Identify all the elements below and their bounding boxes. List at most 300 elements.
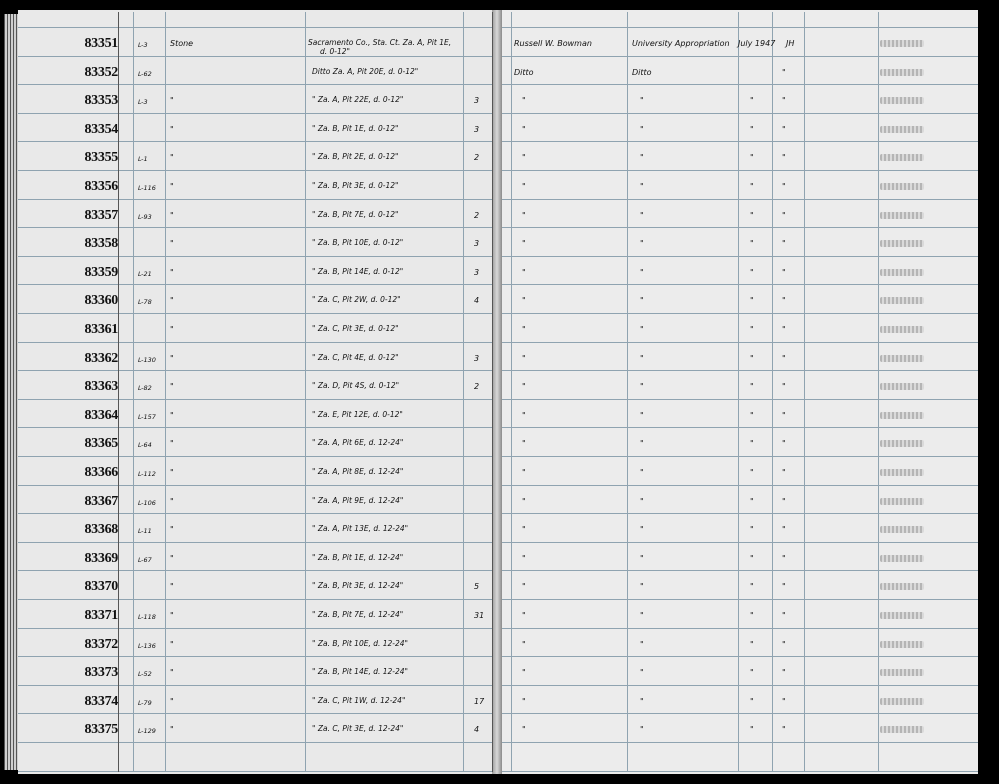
provenience-description: " Za. E, Pit 12E, d. 0-12" (312, 410, 403, 419)
left-rule-line (18, 742, 492, 743)
acquisition-source: " (640, 439, 644, 448)
material-name: " (170, 211, 174, 220)
column-line (627, 12, 628, 772)
left-rule-line (18, 370, 492, 371)
stamped-mark (880, 412, 924, 419)
material-name: " (170, 153, 174, 162)
column-line (804, 12, 805, 772)
collector-name: " (522, 125, 526, 134)
acquisition-source: " (640, 239, 644, 248)
item-count: 3 (474, 239, 480, 248)
collector-name: Ditto (514, 68, 534, 77)
column-line (165, 12, 166, 772)
left-rule-line (18, 685, 492, 686)
catalog-number: 83354 (84, 122, 118, 137)
right-rule-line (502, 628, 978, 629)
cataloger-initials: " (782, 354, 786, 363)
acquisition-source: " (640, 611, 644, 620)
material-name: " (170, 354, 174, 363)
collector-name: " (522, 640, 526, 649)
acquisition-date: " (750, 640, 754, 649)
material-name: " (170, 725, 174, 734)
material-name: " (170, 697, 174, 706)
cataloger-initials: " (782, 411, 786, 420)
column-line (133, 12, 134, 772)
stamped-mark (880, 297, 924, 304)
acquisition-date: " (750, 153, 754, 162)
catalog-number: 83355 (84, 150, 118, 165)
stamped-mark (880, 669, 924, 676)
catalog-number: 83368 (84, 522, 118, 537)
provenience-description: " Za. B, Pit 10E, d. 12-24" (312, 639, 409, 648)
left-rule-line (18, 570, 492, 571)
provenience-description: " Za. B, Pit 10E, d. 0-12" (312, 238, 404, 247)
stamped-mark (880, 326, 924, 333)
collector-name: " (522, 611, 526, 620)
material-name: " (170, 411, 174, 420)
stamped-mark (880, 97, 924, 104)
provenience-description: " Za. A, Pit 8E, d. 12-24" (312, 467, 404, 476)
stamped-mark (880, 698, 924, 705)
acquisition-source: " (640, 411, 644, 420)
stamped-mark (880, 154, 924, 161)
stamped-mark (880, 469, 924, 476)
right-rule-line (502, 656, 978, 657)
acquisition-date: " (750, 125, 754, 134)
provenience-description: " Za. C, Pit 3E, d. 12-24" (312, 724, 404, 733)
left-rule-line (18, 542, 492, 543)
acquisition-source: " (640, 582, 644, 591)
acquisition-date: " (750, 668, 754, 677)
location-code: L-3 (138, 98, 148, 106)
acquisition-source: " (640, 554, 644, 563)
material-name: " (170, 611, 174, 620)
acquisition-source: " (640, 697, 644, 706)
right-rule-line (502, 742, 978, 743)
collector-name: " (522, 354, 526, 363)
acquisition-date: " (750, 96, 754, 105)
acquisition-source: " (640, 296, 644, 305)
collector-name: " (522, 325, 526, 334)
location-code: L-157 (138, 413, 156, 421)
right-rule-line (502, 570, 978, 571)
acquisition-source: " (640, 382, 644, 391)
acquisition-source: " (640, 640, 644, 649)
provenience-description: " Za. B, Pit 2E, d. 0-12" (312, 152, 399, 161)
collector-name: " (522, 497, 526, 506)
material-name: " (170, 296, 174, 305)
acquisition-source: " (640, 525, 644, 534)
item-count: 3 (474, 96, 480, 105)
stamped-mark (880, 526, 924, 533)
acquisition-source: " (640, 125, 644, 134)
item-count: 3 (474, 354, 480, 363)
location-code: L-3 (138, 41, 148, 49)
collector-name: " (522, 697, 526, 706)
cataloger-initials: " (782, 325, 786, 334)
right-rule-line (502, 456, 978, 457)
cataloger-initials: " (782, 582, 786, 591)
acquisition-source: University Appropriation (632, 39, 730, 48)
collector-name: " (522, 411, 526, 420)
left-rule-line (18, 141, 492, 142)
provenience-description: " Za. A, Pit 13E, d. 12-24" (312, 524, 409, 533)
cataloger-initials: " (782, 211, 786, 220)
left-rule-line (18, 456, 492, 457)
left-rule-line (18, 771, 492, 772)
stamped-mark (880, 212, 924, 219)
location-code: L-116 (138, 184, 156, 192)
material-name: " (170, 582, 174, 591)
cataloger-initials: " (782, 439, 786, 448)
right-rule-line (502, 399, 978, 400)
collector-name: " (522, 554, 526, 563)
provenience-description: " Za. B, Pit 7E, d. 0-12" (312, 210, 399, 219)
provenience-description: " Za. B, Pit 7E, d. 12-24" (312, 610, 404, 619)
stamped-mark (880, 440, 924, 447)
right-rule-line (502, 199, 978, 200)
collector-name: " (522, 211, 526, 220)
acquisition-date: " (750, 497, 754, 506)
right-rule-line (502, 771, 978, 772)
location-code: L-64 (138, 441, 152, 449)
acquisition-source: " (640, 153, 644, 162)
material-name: " (170, 239, 174, 248)
acquisition-date: " (750, 525, 754, 534)
material-name: " (170, 497, 174, 506)
catalog-number: 83356 (84, 179, 118, 194)
catalog-number: 83359 (84, 265, 118, 280)
right-rule-line (502, 370, 978, 371)
right-rule-line (502, 427, 978, 428)
right-rule-line (502, 284, 978, 285)
location-code: L-11 (138, 527, 152, 535)
provenience-description: " Za. C, Pit 2W, d. 0-12" (312, 295, 401, 304)
location-code: L-93 (138, 213, 152, 221)
material-name: " (170, 525, 174, 534)
left-rule-line (18, 284, 492, 285)
acquisition-source: " (640, 182, 644, 191)
collector-name: " (522, 668, 526, 677)
stamped-mark (880, 240, 924, 247)
location-code: L-78 (138, 298, 152, 306)
stamped-mark (880, 183, 924, 190)
left-rule-line (18, 227, 492, 228)
acquisition-date: " (750, 697, 754, 706)
material-name: " (170, 382, 174, 391)
provenience-description: " Za. B, Pit 14E, d. 0-12" (312, 267, 404, 276)
acquisition-source: " (640, 468, 644, 477)
provenience-description: " Za. D, Pit 4S, d. 0-12" (312, 381, 400, 390)
catalog-number: 83352 (84, 65, 118, 80)
right-rule-line (502, 113, 978, 114)
column-line (878, 12, 879, 772)
stamped-mark (880, 583, 924, 590)
column-line (738, 12, 739, 772)
stamped-mark (880, 126, 924, 133)
right-rule-line (502, 313, 978, 314)
material-name: " (170, 96, 174, 105)
cataloger-initials: " (782, 239, 786, 248)
location-code: L-130 (138, 356, 156, 364)
page-edges (4, 14, 18, 770)
acquisition-source: " (640, 211, 644, 220)
provenience-description: " Za. B, Pit 1E, d. 0-12" (312, 124, 399, 133)
material-name: " (170, 182, 174, 191)
collector-name: " (522, 468, 526, 477)
provenience-description: " Za. C, Pit 1W, d. 12-24" (312, 696, 406, 705)
catalog-number: 83360 (84, 293, 118, 308)
item-count: 2 (474, 211, 480, 220)
catalog-number: 83361 (84, 322, 118, 337)
collector-name: " (522, 182, 526, 191)
catalog-number: 83357 (84, 208, 118, 223)
item-count: 3 (474, 268, 480, 277)
column-line (772, 12, 773, 772)
left-rule-line (18, 628, 492, 629)
cataloger-initials: " (782, 68, 786, 77)
cataloger-initials: " (782, 640, 786, 649)
right-rule-line (502, 542, 978, 543)
item-count: 17 (474, 697, 485, 706)
cataloger-initials: " (782, 96, 786, 105)
acquisition-source: Ditto (632, 68, 652, 77)
catalog-number: 83374 (84, 694, 118, 709)
acquisition-date: " (750, 382, 754, 391)
right-rule-line (502, 170, 978, 171)
left-rule-line (18, 713, 492, 714)
acquisition-date: " (750, 725, 754, 734)
acquisition-date: " (750, 439, 754, 448)
cataloger-initials: " (782, 296, 786, 305)
left-rule-line (18, 485, 492, 486)
acquisition-date: " (750, 296, 754, 305)
catalog-number: 83367 (84, 494, 118, 509)
cataloger-initials: " (782, 697, 786, 706)
provenience-description: " Za. B, Pit 3E, d. 12-24" (312, 581, 404, 590)
acquisition-date: " (750, 239, 754, 248)
collector-name: " (522, 725, 526, 734)
column-line (305, 12, 306, 772)
acquisition-date: " (750, 582, 754, 591)
collector-name: " (522, 582, 526, 591)
catalog-number: 83375 (84, 722, 118, 737)
item-count: 5 (474, 582, 480, 591)
cataloger-initials: " (782, 725, 786, 734)
cataloger-initials: " (782, 525, 786, 534)
collector-name: " (522, 96, 526, 105)
right-rule-line (502, 342, 978, 343)
stamped-mark (880, 383, 924, 390)
material-name: " (170, 125, 174, 134)
material-name: Stone (170, 39, 194, 48)
acquisition-date: " (750, 554, 754, 563)
acquisition-source: " (640, 725, 644, 734)
cataloger-initials: " (782, 125, 786, 134)
provenience-description: Ditto Za. A, Pit 20E, d. 0-12" (312, 67, 419, 76)
catalog-number: 83371 (84, 608, 118, 623)
collector-name: " (522, 439, 526, 448)
acquisition-date: " (750, 611, 754, 620)
right-rule-line (502, 227, 978, 228)
left-rule-line (18, 84, 492, 85)
left-rule-line (18, 27, 492, 28)
material-name: " (170, 668, 174, 677)
catalog-number: 83372 (84, 637, 118, 652)
acquisition-date: " (750, 211, 754, 220)
stamped-mark (880, 555, 924, 562)
cataloger-initials: " (782, 468, 786, 477)
stamped-mark (880, 726, 924, 733)
location-code: L-106 (138, 499, 156, 507)
column-line (118, 12, 119, 772)
cataloger-initials: " (782, 153, 786, 162)
collector-name: " (522, 239, 526, 248)
collector-name: " (522, 296, 526, 305)
left-rule-line (18, 599, 492, 600)
location-code: L-118 (138, 613, 156, 621)
material-name: " (170, 468, 174, 477)
acquisition-date: " (750, 182, 754, 191)
acquisition-date: July 1947 (738, 39, 776, 48)
acquisition-date: " (750, 268, 754, 277)
material-name: " (170, 268, 174, 277)
provenience-description: " Za. C, Pit 4E, d. 0-12" (312, 353, 399, 362)
acquisition-source: " (640, 354, 644, 363)
item-count: 4 (474, 296, 480, 305)
right-rule-line (502, 84, 978, 85)
stamped-mark (880, 69, 924, 76)
right-page (500, 10, 978, 774)
location-code: L-82 (138, 384, 152, 392)
left-rule-line (18, 342, 492, 343)
catalog-number: 83370 (84, 579, 118, 594)
location-code: L-79 (138, 699, 152, 707)
location-code: L-136 (138, 642, 156, 650)
location-code: L-52 (138, 670, 152, 678)
collector-name: " (522, 268, 526, 277)
acquisition-date: " (750, 354, 754, 363)
provenience-description: " Za. B, Pit 3E, d. 0-12" (312, 181, 399, 190)
left-rule-line (18, 656, 492, 657)
left-rule-line (18, 56, 492, 57)
provenience-description: " Za. A, Pit 9E, d. 12-24" (312, 496, 404, 505)
stamped-mark (880, 612, 924, 619)
acquisition-date: " (750, 325, 754, 334)
location-code: L-1 (138, 155, 148, 163)
cataloger-initials: JH (786, 39, 795, 48)
acquisition-source: " (640, 668, 644, 677)
acquisition-source: " (640, 497, 644, 506)
location-code: L-67 (138, 556, 152, 564)
catalog-number: 83364 (84, 408, 118, 423)
location-code: L-112 (138, 470, 156, 478)
right-rule-line (502, 256, 978, 257)
left-rule-line (18, 399, 492, 400)
provenience-depth: d. 0-12" (320, 47, 350, 56)
provenience-description: Sacramento Co., Sta. Ct. Za. A, Pit 1E, (308, 38, 452, 47)
material-name: " (170, 439, 174, 448)
catalog-number: 83358 (84, 236, 118, 251)
right-rule-line (502, 56, 978, 57)
stamped-mark (880, 40, 924, 47)
acquisition-date: " (750, 468, 754, 477)
provenience-description: " Za. B, Pit 14E, d. 12-24" (312, 667, 409, 676)
catalog-number: 83366 (84, 465, 118, 480)
catalog-number: 83353 (84, 93, 118, 108)
left-rule-line (18, 199, 492, 200)
location-code: L-21 (138, 270, 152, 278)
item-count: 2 (474, 153, 480, 162)
right-rule-line (502, 685, 978, 686)
left-rule-line (18, 256, 492, 257)
material-name: " (170, 640, 174, 649)
left-rule-line (18, 313, 492, 314)
column-line (492, 12, 493, 772)
cataloger-initials: " (782, 497, 786, 506)
material-name: " (170, 325, 174, 334)
catalog-number: 83363 (84, 379, 118, 394)
left-rule-line (18, 427, 492, 428)
stamped-mark (880, 355, 924, 362)
catalog-number: 83365 (84, 436, 118, 451)
collector-name: Russell W. Bowman (514, 39, 592, 48)
cataloger-initials: " (782, 611, 786, 620)
right-rule-line (502, 141, 978, 142)
acquisition-source: " (640, 268, 644, 277)
right-rule-line (502, 513, 978, 514)
material-name: " (170, 554, 174, 563)
cataloger-initials: " (782, 268, 786, 277)
book-gutter (492, 10, 502, 774)
catalog-number: 83362 (84, 351, 118, 366)
stamped-mark (880, 269, 924, 276)
left-rule-line (18, 170, 492, 171)
right-rule-line (502, 599, 978, 600)
provenience-description: " Za. A, Pit 22E, d. 0-12" (312, 95, 404, 104)
right-rule-line (502, 713, 978, 714)
item-count: 4 (474, 725, 480, 734)
collector-name: " (522, 525, 526, 534)
left-rule-line (18, 113, 492, 114)
left-rule-line (18, 513, 492, 514)
catalog-number: 83373 (84, 665, 118, 680)
right-rule-line (502, 485, 978, 486)
stamped-mark (880, 641, 924, 648)
cataloger-initials: " (782, 382, 786, 391)
right-rule-line (502, 27, 978, 28)
cataloger-initials: " (782, 182, 786, 191)
acquisition-source: " (640, 96, 644, 105)
provenience-description: " Za. C, Pit 3E, d. 0-12" (312, 324, 399, 333)
location-code: L-129 (138, 727, 156, 735)
provenience-description: " Za. B, Pit 1E, d. 12-24" (312, 553, 404, 562)
acquisition-date: " (750, 411, 754, 420)
item-count: 2 (474, 382, 480, 391)
acquisition-source: " (640, 325, 644, 334)
cataloger-initials: " (782, 668, 786, 677)
cataloger-initials: " (782, 554, 786, 563)
location-code: L-62 (138, 70, 152, 78)
collector-name: " (522, 382, 526, 391)
collector-name: " (522, 153, 526, 162)
column-line (463, 12, 464, 772)
item-count: 31 (474, 611, 485, 620)
stamped-mark (880, 498, 924, 505)
catalog-number: 83369 (84, 551, 118, 566)
provenience-description: " Za. A, Pit 6E, d. 12-24" (312, 438, 404, 447)
item-count: 3 (474, 125, 480, 134)
